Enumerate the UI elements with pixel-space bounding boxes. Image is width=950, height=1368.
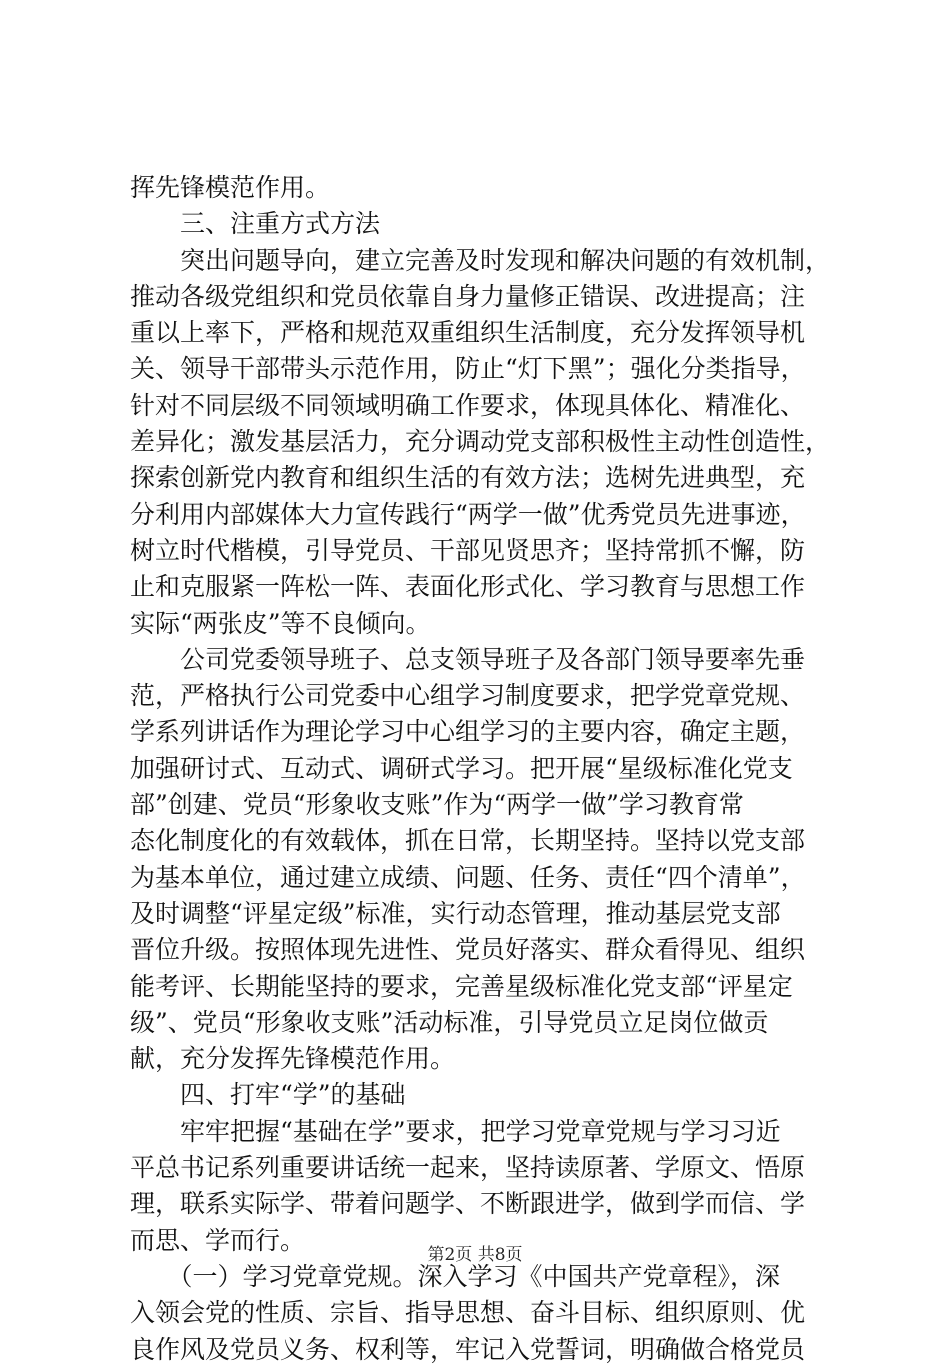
text-line: 范，严格执行公司党委中心组学习制度要求，把学党章党规、 — [130, 681, 806, 711]
text-line: 差异化；激发基层活力，充分调动党支部积极性主动性创造性， — [130, 427, 830, 457]
text-line: 能考评、长期能坚持的要求，完善星级标准化党支部“评星定 — [130, 971, 793, 1001]
text-line: 树立时代楷模，引导党员、干部见贤思齐；坚持常抓不懈，防 — [130, 535, 806, 565]
page-number-footer: 第2页 共8页 — [427, 1245, 523, 1265]
text-line: 公司党委领导班子、总支领导班子及各部门领导要率先垂 — [130, 644, 806, 674]
text-line: 针对不同层级不同领域明确工作要求，体现具体化、精准化、 — [130, 390, 806, 420]
text-line: 态化制度化的有效载体，抓在日常，长期坚持。坚持以党支部 — [130, 826, 806, 856]
text-line: 探索创新党内教育和组织生活的有效方法；选树先进典型，充 — [130, 463, 806, 493]
text-line: 而思、学而行。 — [130, 1225, 306, 1255]
text-line: 分利用内部媒体大力宣传践行“两学一做”优秀党员先进事迹， — [130, 499, 806, 529]
text-line: 为基本单位，通过建立成绩、问题、任务、责任“四个清单”， — [130, 862, 806, 892]
text-line: 实际“两张皮”等不良倾向。 — [130, 608, 431, 638]
text-line: 平总书记系列重要讲话统一起来，坚持读原著、学原文、悟原 — [130, 1153, 806, 1183]
section-heading-4: 四、打牢“学”的基础 — [130, 1080, 406, 1110]
text-line: 献，充分发挥先锋模范作用。 — [130, 1044, 456, 1074]
text-line: 部”创建、党员“形象收支账”作为“两学一做”学习教育常 — [130, 790, 744, 820]
text-line: 挥先锋模范作用。 — [130, 173, 331, 202]
text-line: 加强研讨式、互动式、调研式学习。把开展“星级标准化党支 — [130, 753, 793, 783]
text-line: 及时调整“评星定级”标准，实行动态管理，推动基层党支部 — [130, 898, 781, 928]
text-line: 牢牢把握“基础在学”要求，把学习党章党规与学习习近 — [130, 1116, 781, 1146]
text-line: 推动各级党组织和党员依靠自身力量修正错误、改进提高；注 — [130, 281, 806, 311]
text-line: （一）学习党章党规。深入学习《中国共产党章程》，深 — [130, 1261, 781, 1291]
text-line: 入领会党的性质、宗旨、指导思想、奋斗目标、组织原则、优 — [130, 1298, 806, 1328]
text-line: 止和克服紧一阵松一阵、表面化形式化、学习教育与思想工作 — [130, 572, 806, 602]
text-line: 学系列讲话作为理论学习中心组学习的主要内容，确定主题， — [130, 717, 806, 747]
text-line: 良作风及党员义务、权利等，牢记入党誓词，明确做合格党员 — [130, 1334, 806, 1364]
text-line: 关、领导干部带头示范作用，防止“灯下黑”；强化分类指导， — [130, 354, 806, 384]
text-line: 级”、党员“形象收支账”活动标准，引导党员立足岗位做贡 — [130, 1007, 769, 1037]
text-line: 理，联系实际学、带着问题学、不断跟进学，做到学而信、学 — [130, 1189, 806, 1219]
section-heading-3: 三、注重方式方法 — [130, 209, 381, 239]
text-line: 晋位升级。按照体现先进性、党员好落实、群众看得见、组织 — [130, 935, 806, 965]
body-text — [130, 170, 830, 1368]
text-line: 突出问题导向，建立完善及时发现和解决问题的有效机制， — [130, 245, 830, 275]
text-line: 重以上率下，严格和规范双重组织生活制度，充分发挥领导机 — [130, 318, 806, 348]
